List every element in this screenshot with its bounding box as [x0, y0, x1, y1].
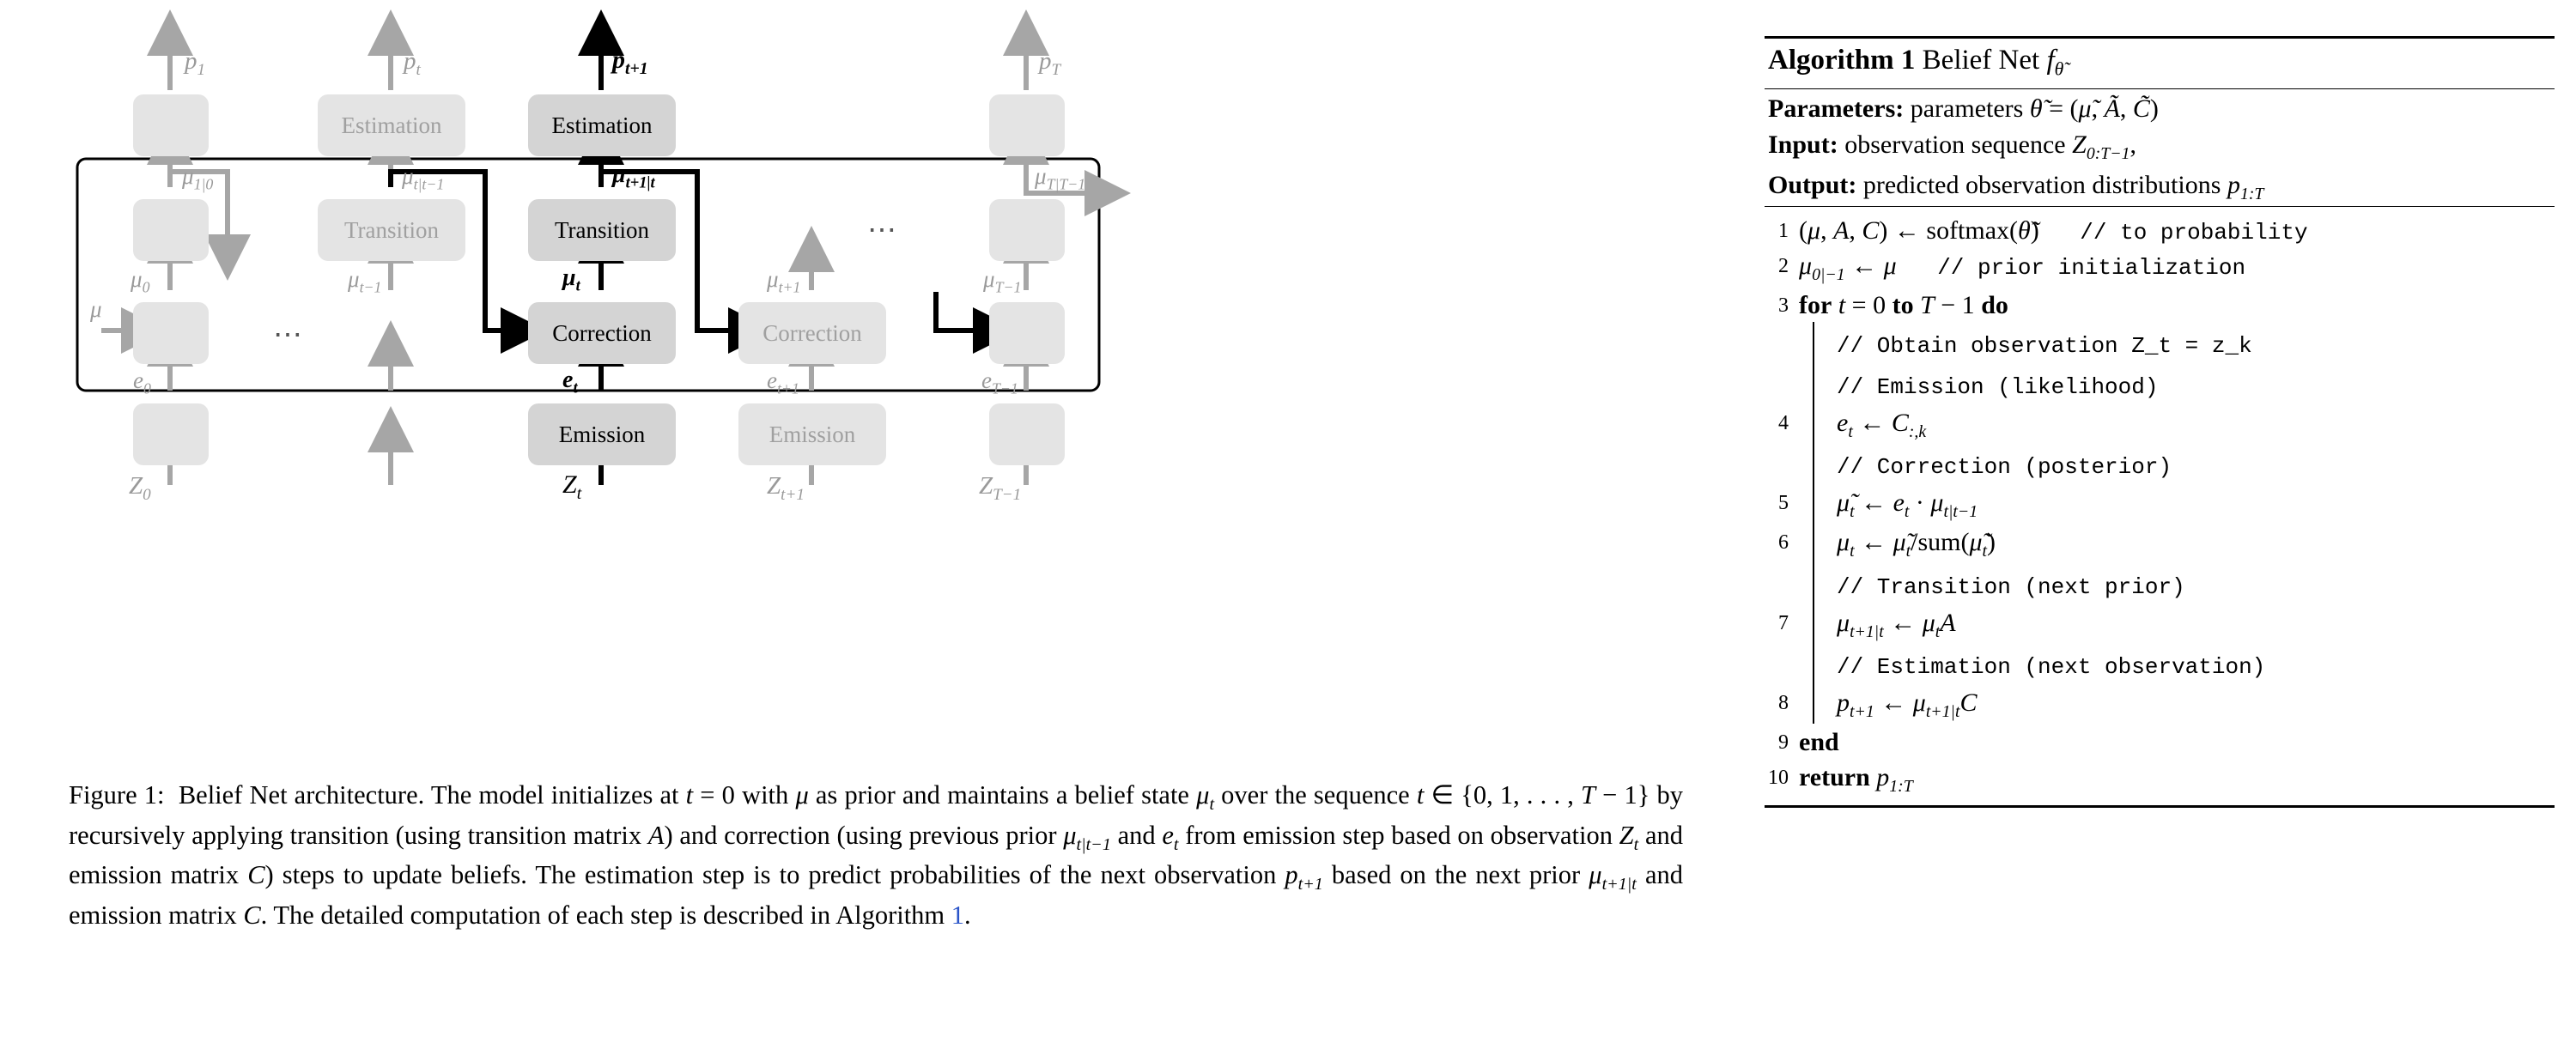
label-mu-t: $\mu_t$	[562, 264, 580, 294]
line-number-2: 2	[1778, 255, 1789, 278]
node-emission-t: Emission	[528, 403, 676, 465]
line-number-9: 9	[1778, 731, 1789, 754]
node-estimation-T	[989, 94, 1065, 156]
caption-text-2: with	[734, 780, 796, 810]
algo-line-comment-correction	[1765, 443, 2555, 484]
input-label: Input:	[1768, 130, 1838, 159]
caption-mu-next: $\mu_{t+1|t}$	[1589, 860, 1637, 894]
algorithm-panel	[1765, 36, 2555, 808]
line-body-7: $\mu_{t+1|t}$ ← $\mu_tA$	[1813, 604, 2555, 644]
line-body-10: return $p_{1:T}$	[1799, 762, 1913, 796]
node-estimation-t: Estimation	[528, 94, 676, 156]
caption-p-next: $p_{t+1}$	[1285, 860, 1323, 894]
algo-line-10	[1765, 759, 2555, 798]
label-e-tp1: $e_{t+1}$	[767, 367, 799, 397]
label-e-0: $e_0$	[133, 367, 151, 397]
label-mu-t-given-tm1: $\mu_{t|t-1}$	[402, 163, 445, 193]
label-mu-T-given-Tm1: $\mu_{T|T-1}$	[1035, 163, 1086, 193]
input-value: observation sequence $Z_{0:T-1}$,	[1844, 130, 2137, 163]
line-number-10: 10	[1768, 766, 1789, 789]
line-number-3: 3	[1778, 294, 1789, 318]
line-body-6: $\mu_t$ ← $\mũ_t/sum(\mũ_t)$	[1813, 524, 2555, 563]
line-body-comment-obtain	[1813, 322, 2555, 363]
line-body-9	[1799, 724, 2555, 759]
line-number-blank-2	[1765, 363, 1799, 369]
parameters-label: Parameters:	[1768, 94, 1905, 123]
caption-text-5: by recursively applying transition (using transition matrix	[69, 780, 1684, 850]
algorithm-parameters	[1765, 89, 2555, 125]
line-body-5: $\mũ_t$ ← $e_t \cdot \mu_{t|t-1}$	[1813, 484, 2555, 524]
line-comment-2: // prior initialization	[1937, 255, 2246, 282]
node-transition-tm1: Transition	[318, 199, 465, 261]
comment-obtain-observation: // Obtain observation Z_t = z_k	[1837, 333, 2252, 360]
line-number-1: 1	[1778, 219, 1789, 242]
caption-text-7: and	[1110, 820, 1163, 850]
line-body-4: $e_t$ ← $C_{:,k}$	[1813, 404, 2555, 444]
label-e-t: $e_t$	[562, 367, 578, 397]
node-emission-t0	[133, 403, 209, 465]
node-transition-t0	[133, 199, 209, 261]
node-correction-t0	[133, 302, 209, 364]
line-body-1: (μ, A, C) ← softmax(θ̃) // to probability	[1799, 215, 2308, 246]
caption-A: A	[647, 820, 665, 850]
algo-line-7	[1765, 604, 2555, 644]
line-number-5: 5	[1778, 492, 1789, 515]
algorithm-rule-bottom	[1765, 805, 2555, 808]
label-mu-1-given-0: $\mu_{1|0}$	[182, 163, 214, 193]
algo-line-comment-estimation	[1765, 643, 2555, 684]
parameters-value: parameters θ̃ = (μ̃, Ã, C̃)	[1910, 94, 2159, 123]
node-transition-T	[989, 199, 1065, 261]
algo-line-comment-emission	[1765, 363, 2555, 404]
algo-line-5	[1765, 484, 2555, 524]
algo-line-8	[1765, 684, 2555, 724]
line-body-comment-transition	[1813, 563, 2555, 604]
algo-line-1	[1765, 212, 2555, 248]
caption-text-14: .	[964, 900, 971, 930]
line-number-blank-3	[1765, 443, 1799, 449]
algo-line-3	[1765, 287, 2555, 322]
algorithm-title-label: Algorithm 1	[1768, 45, 1916, 76]
caption-Z-t: $Z_t$	[1619, 820, 1639, 854]
caption-e-t: $e_t$	[1162, 820, 1179, 854]
caption-mu-prev: $\mu_{t|t-1}$	[1063, 820, 1111, 854]
line-number-6: 6	[1778, 531, 1789, 554]
figure-caption: Figure 1: Belief Net architecture. The model initializes at t = 0 with μ as prior and maintains a belief state $\mu_t$ over the sequence t ∈ {0, 1, . . . , T − 1} by recursively applying transition (using transition matrix A) and correction (using previous prior $\mu_{t|t-1}$ and $e_t$ from emission step based on observation $Z_t$ and emission matrix C) steps to update beliefs. The estimation step is to predict probabilities of the next observation $p_{t+1}$ based on the next prior $\mu_{t+1|t}$ and emission matrix C. The detailed computation of each step is described in Algorithm 1.	[69, 780, 1684, 930]
label-pt: $p_t$	[404, 47, 421, 79]
caption-mu: μ	[795, 780, 809, 810]
caption-text-12: and emission matrix	[69, 860, 1683, 930]
label-mu-tm1: $\mu_{t-1}$	[348, 266, 382, 296]
caption-C2: C	[243, 900, 261, 930]
caption-text-13: . The detailed computation of each step is described in Algorithm	[260, 900, 951, 930]
line-comment-1: // to probability	[2080, 219, 2308, 246]
output-value: predicted observation distributions $p_{1:T}$	[1862, 170, 2264, 203]
line-body-comment-estimation	[1813, 643, 2555, 684]
comment-emission: // Emission (likelihood)	[1837, 373, 2159, 400]
caption-algorithm-link[interactable]: 1	[951, 900, 965, 930]
label-mu-prior: μ	[90, 296, 102, 322]
comment-correction: // Correction (posterior)	[1837, 454, 2172, 481]
label-e-Tm1: $e_{T-1}$	[981, 367, 1018, 397]
belief-net-diagram	[0, 0, 1752, 764]
label-Z-t: $Z_t$	[562, 470, 582, 503]
caption-text-9: and emission matrix	[69, 820, 1683, 890]
caption-text-1: Belief Net architecture. The model initializes at	[178, 780, 686, 810]
ellipsis-right: ⋯	[867, 215, 900, 246]
caption-text-6: ) and correction (using previous prior	[664, 820, 1064, 850]
algo-line-comment-transition	[1765, 563, 2555, 604]
label-Z-Tm1: $Z_{T-1}$	[979, 472, 1022, 504]
node-estimation-tm1: Estimation	[318, 94, 465, 156]
caption-C: C	[247, 860, 265, 890]
line-body-comment-correction	[1813, 443, 2555, 484]
algorithm-input	[1765, 125, 2555, 166]
node-correction-tp1: Correction	[738, 302, 886, 364]
node-correction-t: Correction	[528, 302, 676, 364]
node-estimation-t0	[133, 94, 209, 156]
caption-text-10: ) steps to update beliefs. The estimation step is to predict probabilities of the next observation	[264, 860, 1285, 890]
caption-text-3: as prior and maintains a belief state	[808, 780, 1197, 810]
algorithm-title-name: Belief Net $f_{\thetã}$	[1922, 45, 2064, 80]
line-body-8: $p_{t+1}$ ← $\mu_{t+1|t}C$	[1813, 684, 2555, 724]
line-number-blank-5	[1765, 643, 1799, 649]
label-pt-plus-1: $p_{t+1}$	[612, 45, 648, 78]
caption-text-4: over the sequence	[1214, 780, 1417, 810]
line-body-2: $\mu_{0|-1}$ ← μ // prior initialization	[1799, 252, 2246, 285]
algorithm-output	[1765, 166, 2555, 206]
node-correction-T	[989, 302, 1065, 364]
algorithm-body	[1765, 207, 2555, 805]
algo-line-2	[1765, 247, 2555, 287]
node-emission-T	[989, 403, 1065, 465]
comment-transition: // Transition (next prior)	[1837, 573, 2185, 600]
line-number-blank-1	[1765, 322, 1799, 328]
line-number-8: 8	[1778, 692, 1789, 715]
caption-number: Figure 1:	[69, 780, 165, 810]
label-pT: $p_T$	[1039, 47, 1061, 79]
line-body-comment-emission	[1813, 363, 2555, 404]
caption-seq: t	[1416, 780, 1425, 810]
line-number-4: 4	[1778, 411, 1789, 434]
keyword-end: end	[1799, 727, 1839, 756]
caption-text-11: based on the next prior	[1322, 860, 1589, 890]
label-mu-0: $\mu_0$	[131, 266, 150, 296]
caption-mu-t: $\mu_t$	[1196, 780, 1215, 815]
node-emission-tp1: Emission	[738, 403, 886, 465]
line-number-7: 7	[1778, 611, 1789, 634]
line-number-blank-4	[1765, 563, 1799, 569]
algo-line-9	[1765, 724, 2555, 759]
caption-text-8: from emission step based on observation	[1178, 820, 1619, 850]
label-mu-Tm1: $\mu_{T-1}$	[983, 266, 1022, 296]
label-Z-tp1: $Z_{t+1}$	[767, 472, 805, 504]
algo-line-4	[1765, 404, 2555, 444]
label-p1: $p_1$	[185, 47, 206, 79]
diagram-arrows	[0, 0, 1752, 764]
node-transition-t: Transition	[528, 199, 676, 261]
caption-eq-t0: t	[685, 780, 694, 810]
algo-line-6	[1765, 524, 2555, 563]
label-mu-tp1: $\mu_{t+1}$	[767, 266, 801, 296]
comment-estimation: // Estimation (next observation)	[1837, 654, 2266, 681]
algo-line-comment-obtain	[1765, 322, 2555, 363]
line-body-3: for t = 0 to T − 1 do	[1799, 291, 2008, 320]
label-mu-tp1-given-t: $\mu_{t+1|t}$	[612, 161, 655, 191]
label-Z-0: $Z_0$	[129, 472, 151, 504]
algorithm-title	[1765, 39, 2555, 88]
output-label: Output:	[1768, 170, 1857, 199]
ellipsis-left: ⋯	[273, 319, 306, 351]
